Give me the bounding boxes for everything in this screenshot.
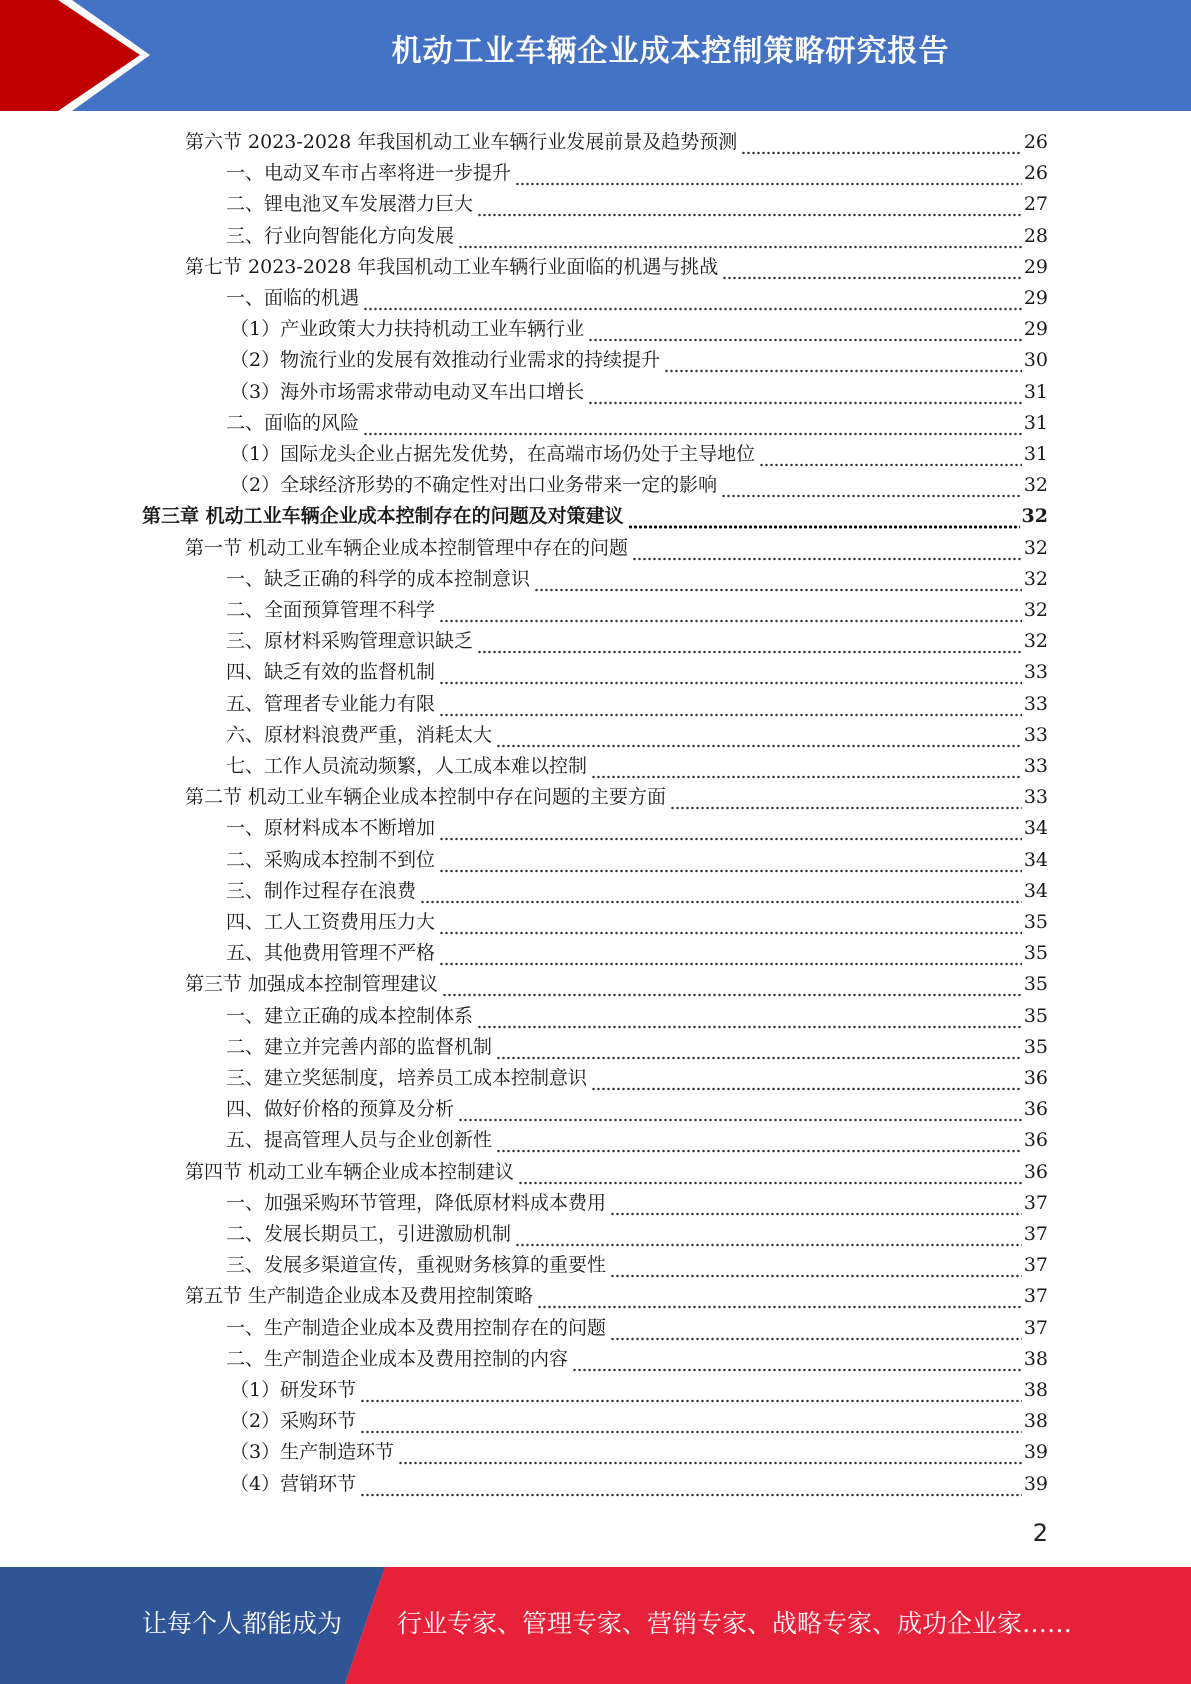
- toc-page-number: 36: [1023, 1098, 1048, 1121]
- toc-item-entry[interactable]: [226, 720, 1048, 751]
- toc-dot-leader: [664, 345, 1022, 376]
- toc-dot-leader: [588, 314, 1022, 345]
- toc-entry-title: 三、行业向智能化方向发展: [226, 224, 455, 247]
- toc-page-number: 29: [1023, 287, 1048, 309]
- toc-entry-title: 三、原材料采购管理意识缺乏: [226, 630, 474, 653]
- toc-item-entry[interactable]: [226, 408, 1048, 439]
- toc-item-entry[interactable]: [226, 845, 1048, 876]
- toc-page-number: 36: [1023, 1067, 1048, 1089]
- toc-page-number: 38: [1023, 1347, 1048, 1370]
- toc-item-entry[interactable]: [226, 564, 1048, 595]
- toc-dot-leader: [477, 1001, 1022, 1032]
- toc-entry-title: 第三节 加强成本控制管理建议: [185, 973, 439, 996]
- toc-item-entry[interactable]: [226, 221, 1048, 252]
- toc-item-entry[interactable]: [226, 1344, 1048, 1375]
- toc-dot-leader: [588, 377, 1022, 408]
- toc-entry-title: 六、原材料浪费严重，消耗太大: [226, 723, 493, 746]
- toc-dot-leader: [534, 564, 1022, 595]
- toc-dot-leader: [439, 938, 1022, 969]
- toc-dot-leader: [360, 1375, 1022, 1406]
- toc-item-entry[interactable]: [226, 751, 1048, 782]
- toc-page-number: 32: [1021, 505, 1048, 528]
- toc-dot-leader: [398, 1437, 1022, 1468]
- toc-dot-leader: [439, 845, 1022, 876]
- toc-item-entry[interactable]: [230, 1469, 1048, 1500]
- toc-page-number: 30: [1023, 349, 1048, 372]
- toc-page-number: 37: [1023, 1191, 1048, 1214]
- page-number: 2: [1032, 1519, 1048, 1547]
- toc-entry-title: 三、建立奖惩制度，培养员工成本控制意识: [226, 1067, 588, 1089]
- toc-entry-title: （1）产业政策大力扶持机动工业车辆行业: [230, 318, 585, 341]
- toc-item-entry[interactable]: [230, 1406, 1048, 1437]
- toc-dot-leader: [515, 1219, 1022, 1250]
- toc-chapter-entry[interactable]: [142, 501, 1048, 532]
- toc-page-number: 31: [1023, 411, 1048, 434]
- toc-page-number: 38: [1023, 1379, 1048, 1401]
- toc-page-number: 39: [1023, 1472, 1048, 1495]
- toc-entry-title: 一、加强采购环节管理，降低原材料成本费用: [226, 1191, 607, 1214]
- toc-entry-title: 第三章 机动工业车辆企业成本控制存在的问题及对策建议: [142, 505, 624, 528]
- toc-dot-leader: [591, 1063, 1022, 1094]
- toc-entry-title: 四、工人工资费用压力大: [226, 911, 436, 933]
- toc-entry-title: （3）生产制造环节: [230, 1441, 395, 1464]
- toc-item-entry[interactable]: [226, 1125, 1048, 1156]
- toc-page-number: 28: [1023, 224, 1048, 247]
- toc-item-entry[interactable]: [226, 626, 1048, 657]
- toc-page-number: 35: [1023, 1035, 1048, 1058]
- toc-dot-leader: [741, 127, 1022, 158]
- toc-dot-leader: [496, 720, 1022, 751]
- toc-page-number: 29: [1023, 318, 1048, 341]
- toc-page-number: 31: [1023, 380, 1048, 403]
- toc-entry-title: 一、原材料成本不断增加: [226, 817, 436, 840]
- toc-entry-title: 一、面临的机遇: [226, 287, 360, 309]
- toc-item-entry[interactable]: [226, 283, 1048, 314]
- toc-entry-title: 四、缺乏有效的监督机制: [226, 661, 436, 684]
- toc-page-number: 35: [1023, 942, 1048, 965]
- toc-page-number: 34: [1023, 848, 1048, 871]
- toc-dot-leader: [572, 1344, 1022, 1375]
- toc-page-number: 33: [1023, 723, 1048, 746]
- toc-entry-title: （2）全球经济形势的不确定性对出口业务带来一定的影响: [230, 474, 718, 497]
- toc-page-number: 29: [1023, 255, 1048, 278]
- toc-page-number: 37: [1023, 1254, 1048, 1277]
- toc-entry-title: 二、建立并完善内部的监督机制: [226, 1035, 493, 1058]
- toc-page-number: 34: [1023, 879, 1048, 902]
- toc-dot-leader: [458, 221, 1022, 252]
- toc-dot-leader: [515, 158, 1022, 189]
- toc-item-entry[interactable]: [226, 158, 1048, 189]
- toc-item-entry[interactable]: [226, 1313, 1048, 1344]
- toc-dot-leader: [439, 813, 1022, 844]
- toc-item-entry[interactable]: [226, 938, 1048, 969]
- toc-page-number: 32: [1023, 599, 1048, 621]
- toc-entry-title: 四、做好价格的预算及分析: [226, 1098, 455, 1121]
- toc-dot-leader: [496, 1032, 1022, 1063]
- toc-dot-leader: [477, 189, 1022, 220]
- toc-entry-title: 第一节 机动工业车辆企业成本控制管理中存在的问题: [185, 536, 629, 559]
- toc-page-number: 35: [1023, 973, 1048, 996]
- toc-page-number: 33: [1023, 692, 1048, 715]
- toc-page-number: 26: [1023, 131, 1048, 153]
- toc-dot-leader: [628, 501, 1020, 532]
- toc-entry-title: （1）国际龙头企业占据先发优势，在高端市场仍处于主导地位: [230, 443, 756, 465]
- toc-dot-leader: [363, 408, 1022, 439]
- toc-entry-title: 三、发展多渠道宣传，重视财务核算的重要性: [226, 1254, 607, 1277]
- toc-page-number: 37: [1023, 1316, 1048, 1339]
- toc-entry-title: 一、缺乏正确的科学的成本控制意识: [226, 567, 531, 590]
- toc-item-entry[interactable]: [230, 1375, 1048, 1406]
- toc-item-entry[interactable]: [226, 1063, 1048, 1094]
- toc-page-number: 27: [1023, 193, 1048, 216]
- toc-dot-leader: [477, 626, 1022, 657]
- toc-page-number: 37: [1023, 1223, 1048, 1245]
- toc-page-number: 37: [1023, 1285, 1048, 1308]
- toc-page-number: 32: [1023, 630, 1048, 653]
- toc-dot-leader: [610, 1250, 1022, 1281]
- toc-page-number: 34: [1023, 817, 1048, 840]
- toc-page-number: 35: [1023, 1004, 1048, 1027]
- toc-page-number: 33: [1023, 786, 1048, 809]
- toc-entry-title: 一、生产制造企业成本及费用控制存在的问题: [226, 1316, 607, 1339]
- report-title: 机动工业车辆企业成本控制策略研究报告: [391, 34, 950, 69]
- toc-page-number: 32: [1023, 567, 1048, 590]
- toc-page-number: 33: [1023, 755, 1048, 777]
- toc-entry-title: 五、管理者专业能力有限: [226, 692, 436, 715]
- toc-dot-leader: [439, 595, 1022, 626]
- toc-page-number: 31: [1023, 443, 1048, 465]
- toc-item-entry[interactable]: [226, 689, 1048, 720]
- toc-item-entry[interactable]: [230, 470, 1048, 501]
- toc-page-number: 39: [1023, 1441, 1048, 1464]
- toc-page-number: 26: [1023, 162, 1048, 185]
- toc-section-entry[interactable]: [185, 127, 1048, 158]
- toc-dot-leader: [518, 1157, 1022, 1188]
- toc-page-number: 36: [1023, 1129, 1048, 1152]
- toc-dot-leader: [610, 1188, 1022, 1219]
- toc-item-entry[interactable]: [230, 439, 1048, 470]
- toc-dot-leader: [360, 1469, 1022, 1500]
- toc-item-entry[interactable]: [226, 1032, 1048, 1063]
- toc-entry-title: 七、工作人员流动频繁，人工成本难以控制: [226, 755, 588, 777]
- toc-item-entry[interactable]: [226, 657, 1048, 688]
- toc-dot-leader: [632, 533, 1022, 564]
- toc-entry-title: 五、其他费用管理不严格: [226, 942, 436, 965]
- toc-section-entry[interactable]: [185, 969, 1048, 1000]
- toc-item-entry[interactable]: [226, 907, 1048, 938]
- toc-dot-leader: [610, 1313, 1022, 1344]
- toc-section-entry[interactable]: [185, 533, 1048, 564]
- toc-dot-leader: [420, 876, 1022, 907]
- toc-entry-title: 第七节 2023-2028 年我国机动工业车辆行业面临的机遇与挑战: [185, 255, 719, 278]
- toc-item-entry[interactable]: [226, 595, 1048, 626]
- toc-page-number: 32: [1023, 474, 1048, 497]
- toc-item-entry[interactable]: [230, 345, 1048, 376]
- toc-item-entry[interactable]: [230, 314, 1048, 345]
- toc-entry-title: 第六节 2023-2028 年我国机动工业车辆行业发展前景及趋势预测: [185, 131, 738, 153]
- toc-item-entry[interactable]: [226, 1001, 1048, 1032]
- toc-dot-leader: [591, 751, 1022, 782]
- toc-entry-title: 第四节 机动工业车辆企业成本控制建议: [185, 1160, 515, 1183]
- toc-item-entry[interactable]: [230, 1437, 1048, 1468]
- toc-entry-title: 一、电动叉车市占率将进一步提升: [226, 162, 512, 185]
- toc-entry-title: （2）采购环节: [230, 1410, 357, 1433]
- toc-dot-leader: [537, 1281, 1022, 1312]
- toc-page-number: 36: [1023, 1160, 1048, 1183]
- toc-entry-title: 三、制作过程存在浪费: [226, 879, 417, 902]
- toc-page-number: 35: [1023, 911, 1048, 933]
- toc-dot-leader: [722, 252, 1022, 283]
- toc-section-entry[interactable]: [185, 782, 1048, 813]
- toc-entry-title: 二、全面预算管理不科学: [226, 599, 436, 621]
- toc-section-entry[interactable]: [185, 252, 1048, 283]
- toc-dot-leader: [759, 439, 1022, 470]
- toc-dot-leader: [363, 283, 1022, 314]
- toc-entry-title: 二、发展长期员工，引进激励机制: [226, 1223, 512, 1245]
- toc-dot-leader: [439, 907, 1022, 938]
- footer-slogan-left: 让每个人都能成为: [142, 1609, 343, 1638]
- toc-entry-title: 第二节 机动工业车辆企业成本控制中存在问题的主要方面: [185, 786, 667, 809]
- toc-entry-title: 二、生产制造企业成本及费用控制的内容: [226, 1347, 569, 1370]
- toc-dot-leader: [721, 470, 1022, 501]
- toc-entry-title: 第五节 生产制造企业成本及费用控制策略: [185, 1285, 534, 1308]
- page-header: [0, 0, 1191, 111]
- toc-item-entry[interactable]: [226, 813, 1048, 844]
- toc-entry-title: 一、建立正确的成本控制体系: [226, 1004, 474, 1027]
- toc-entry-title: 五、提高管理人员与企业创新性: [226, 1129, 493, 1152]
- toc-dot-leader: [360, 1406, 1022, 1437]
- toc-dot-leader: [670, 782, 1022, 813]
- toc-dot-leader: [439, 689, 1022, 720]
- toc-item-entry[interactable]: [226, 1219, 1048, 1250]
- toc-item-entry[interactable]: [226, 1250, 1048, 1281]
- toc-entry-title: （4）营销环节: [230, 1472, 357, 1495]
- toc-dot-leader: [442, 969, 1022, 1000]
- toc-item-entry[interactable]: [226, 1188, 1048, 1219]
- toc-page-number: 33: [1023, 661, 1048, 684]
- toc-item-entry[interactable]: [226, 189, 1048, 220]
- toc-page-number: 38: [1023, 1410, 1048, 1433]
- toc-entry-title: （2）物流行业的发展有效推动行业需求的持续提升: [230, 349, 661, 372]
- toc-dot-leader: [496, 1125, 1022, 1156]
- toc-section-entry[interactable]: [185, 1281, 1048, 1312]
- toc-entry-title: （1）研发环节: [230, 1379, 357, 1401]
- toc-item-entry[interactable]: [230, 377, 1048, 408]
- toc-entry-title: 二、采购成本控制不到位: [226, 848, 436, 871]
- toc-item-entry[interactable]: [226, 1094, 1048, 1125]
- toc-entry-title: （3）海外市场需求带动电动叉车出口增长: [230, 380, 585, 403]
- page-footer: [0, 1567, 1191, 1684]
- toc-entry-title: 二、面临的风险: [226, 411, 360, 434]
- toc-dot-leader: [458, 1094, 1022, 1125]
- toc-dot-leader: [439, 657, 1022, 688]
- footer-slogan-right: 行业专家、管理专家、营销专家、战略专家、成功企业家……: [397, 1609, 1073, 1638]
- toc-item-entry[interactable]: [226, 876, 1048, 907]
- toc-section-entry[interactable]: [185, 1157, 1048, 1188]
- toc-entry-title: 二、锂电池叉车发展潜力巨大: [226, 193, 474, 216]
- toc-page-number: 32: [1023, 536, 1048, 559]
